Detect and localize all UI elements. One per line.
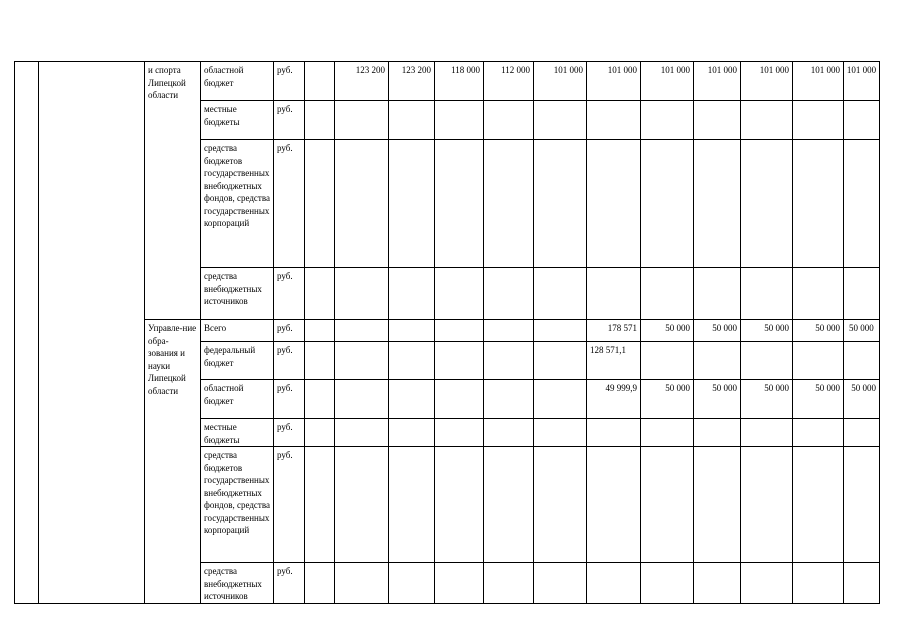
cell-value	[587, 419, 641, 447]
cell-value	[484, 380, 534, 419]
cell-value	[741, 419, 793, 447]
cell-source: средства бюджетов государственных внебюджетных фондов, средства государственных корпораций	[201, 447, 274, 563]
cell-value	[694, 447, 741, 563]
cell-value: 101 000	[641, 62, 694, 101]
cell-value	[389, 268, 435, 320]
cell-value: 50 000	[641, 320, 694, 342]
cell-value	[844, 140, 880, 268]
cell-value	[389, 320, 435, 342]
cell-value	[534, 563, 587, 604]
cell-value	[389, 419, 435, 447]
cell-org: Управле-ние обра-зования и науки Липецкой области	[145, 320, 201, 604]
cell-unit: руб.	[274, 140, 305, 268]
cell-value: 123 200	[335, 62, 389, 101]
cell-value	[694, 101, 741, 140]
cell-value: 178 571	[587, 320, 641, 342]
cell-value	[335, 563, 389, 604]
cell-program	[39, 62, 145, 604]
cell-source: средства бюджетов государственных внебюджетных фондов, средства государственных корпораций	[201, 140, 274, 268]
cell-value	[844, 101, 880, 140]
cell-value	[335, 101, 389, 140]
cell-value	[844, 563, 880, 604]
cell-value	[435, 342, 484, 380]
cell-unit: руб.	[274, 101, 305, 140]
cell-value	[741, 563, 793, 604]
cell-value	[694, 268, 741, 320]
cell-value: 101 000	[844, 62, 880, 101]
cell-value	[305, 101, 335, 140]
cell-value	[641, 447, 694, 563]
cell-value	[335, 320, 389, 342]
cell-value	[844, 268, 880, 320]
cell-value: 50 000	[741, 380, 793, 419]
budget-table	[14, 61, 880, 604]
cell-value: 50 000	[793, 320, 844, 342]
cell-value	[389, 563, 435, 604]
cell-value	[534, 320, 587, 342]
cell-value	[641, 342, 694, 380]
cell-value	[741, 101, 793, 140]
cell-value	[844, 447, 880, 563]
table-row	[15, 320, 880, 342]
cell-value	[534, 419, 587, 447]
cell-value	[484, 140, 534, 268]
cell-value	[534, 342, 587, 380]
cell-source: областной бюджет	[201, 380, 274, 419]
cell-value: 101 000	[793, 62, 844, 101]
cell-unit: руб.	[274, 268, 305, 320]
cell-value	[641, 268, 694, 320]
cell-value	[389, 101, 435, 140]
cell-value	[305, 447, 335, 563]
cell-value	[641, 101, 694, 140]
cell-value	[587, 101, 641, 140]
cell-source: областной бюджет	[201, 62, 274, 101]
cell-value	[534, 268, 587, 320]
cell-value: 50 000	[694, 380, 741, 419]
cell-unit: руб.	[274, 342, 305, 380]
cell-value	[305, 342, 335, 380]
cell-unit: руб.	[274, 419, 305, 447]
cell-value	[335, 342, 389, 380]
cell-value	[741, 268, 793, 320]
cell-value	[435, 320, 484, 342]
cell-value	[587, 140, 641, 268]
cell-value	[534, 447, 587, 563]
cell-value	[641, 419, 694, 447]
cell-value: 118 000	[435, 62, 484, 101]
cell-value	[844, 342, 880, 380]
cell-source: средства внебюджетных источников	[201, 563, 274, 604]
cell-value	[793, 342, 844, 380]
cell-value	[587, 563, 641, 604]
cell-value: 49 999,9	[587, 380, 641, 419]
cell-value	[694, 563, 741, 604]
cell-value	[435, 563, 484, 604]
cell-value	[305, 419, 335, 447]
cell-value	[741, 447, 793, 563]
cell-source: федеральный бюджет	[201, 342, 274, 380]
cell-index	[15, 62, 39, 604]
cell-value	[435, 101, 484, 140]
cell-source: местные бюджеты	[201, 419, 274, 447]
cell-value: 128 571,1	[587, 342, 641, 380]
cell-value	[305, 268, 335, 320]
cell-value: 50 000	[641, 380, 694, 419]
cell-value: 50 000	[793, 380, 844, 419]
cell-value	[389, 380, 435, 419]
cell-value	[587, 268, 641, 320]
cell-value	[335, 140, 389, 268]
cell-value: 50 000	[741, 320, 793, 342]
cell-value	[389, 447, 435, 563]
cell-value: 50 000	[844, 320, 880, 342]
cell-value	[694, 419, 741, 447]
cell-value	[335, 380, 389, 419]
cell-value	[435, 140, 484, 268]
cell-value	[844, 419, 880, 447]
cell-value	[305, 563, 335, 604]
table-row	[15, 62, 880, 101]
cell-value: 101 000	[534, 62, 587, 101]
cell-value	[484, 447, 534, 563]
cell-unit: руб.	[274, 320, 305, 342]
cell-value	[793, 268, 844, 320]
cell-value	[335, 419, 389, 447]
cell-value	[484, 419, 534, 447]
cell-value: 112 000	[484, 62, 534, 101]
cell-value	[335, 447, 389, 563]
cell-value	[484, 342, 534, 380]
cell-unit: руб.	[274, 563, 305, 604]
cell-value	[793, 101, 844, 140]
cell-value	[435, 419, 484, 447]
cell-value	[641, 140, 694, 268]
cell-value	[435, 380, 484, 419]
cell-value	[305, 380, 335, 419]
cell-value	[793, 563, 844, 604]
cell-value	[534, 140, 587, 268]
cell-value	[793, 140, 844, 268]
cell-value	[305, 62, 335, 101]
cell-value	[484, 268, 534, 320]
cell-value	[435, 447, 484, 563]
cell-value	[534, 380, 587, 419]
cell-value	[694, 140, 741, 268]
cell-value	[484, 563, 534, 604]
cell-value	[587, 447, 641, 563]
cell-org: и спорта Липецкой области	[145, 62, 201, 320]
cell-value	[793, 419, 844, 447]
cell-value	[305, 320, 335, 342]
cell-value	[305, 140, 335, 268]
cell-value: 101 000	[741, 62, 793, 101]
cell-value	[741, 342, 793, 380]
cell-unit: руб.	[274, 62, 305, 101]
cell-value: 123 200	[389, 62, 435, 101]
cell-value	[389, 140, 435, 268]
cell-unit: руб.	[274, 380, 305, 419]
cell-value	[534, 101, 587, 140]
cell-value: 50 000	[844, 380, 880, 419]
cell-value: 101 000	[694, 62, 741, 101]
cell-value	[484, 320, 534, 342]
cell-value	[335, 268, 389, 320]
cell-value: 101 000	[587, 62, 641, 101]
cell-value	[641, 563, 694, 604]
cell-value	[389, 342, 435, 380]
cell-value	[694, 342, 741, 380]
cell-unit: руб.	[274, 447, 305, 563]
cell-value	[484, 101, 534, 140]
cell-value	[741, 140, 793, 268]
cell-source: Всего	[201, 320, 274, 342]
cell-source: средства внебюджетных источников	[201, 268, 274, 320]
cell-value	[435, 268, 484, 320]
cell-value	[793, 447, 844, 563]
cell-source: местные бюджеты	[201, 101, 274, 140]
cell-value: 50 000	[694, 320, 741, 342]
